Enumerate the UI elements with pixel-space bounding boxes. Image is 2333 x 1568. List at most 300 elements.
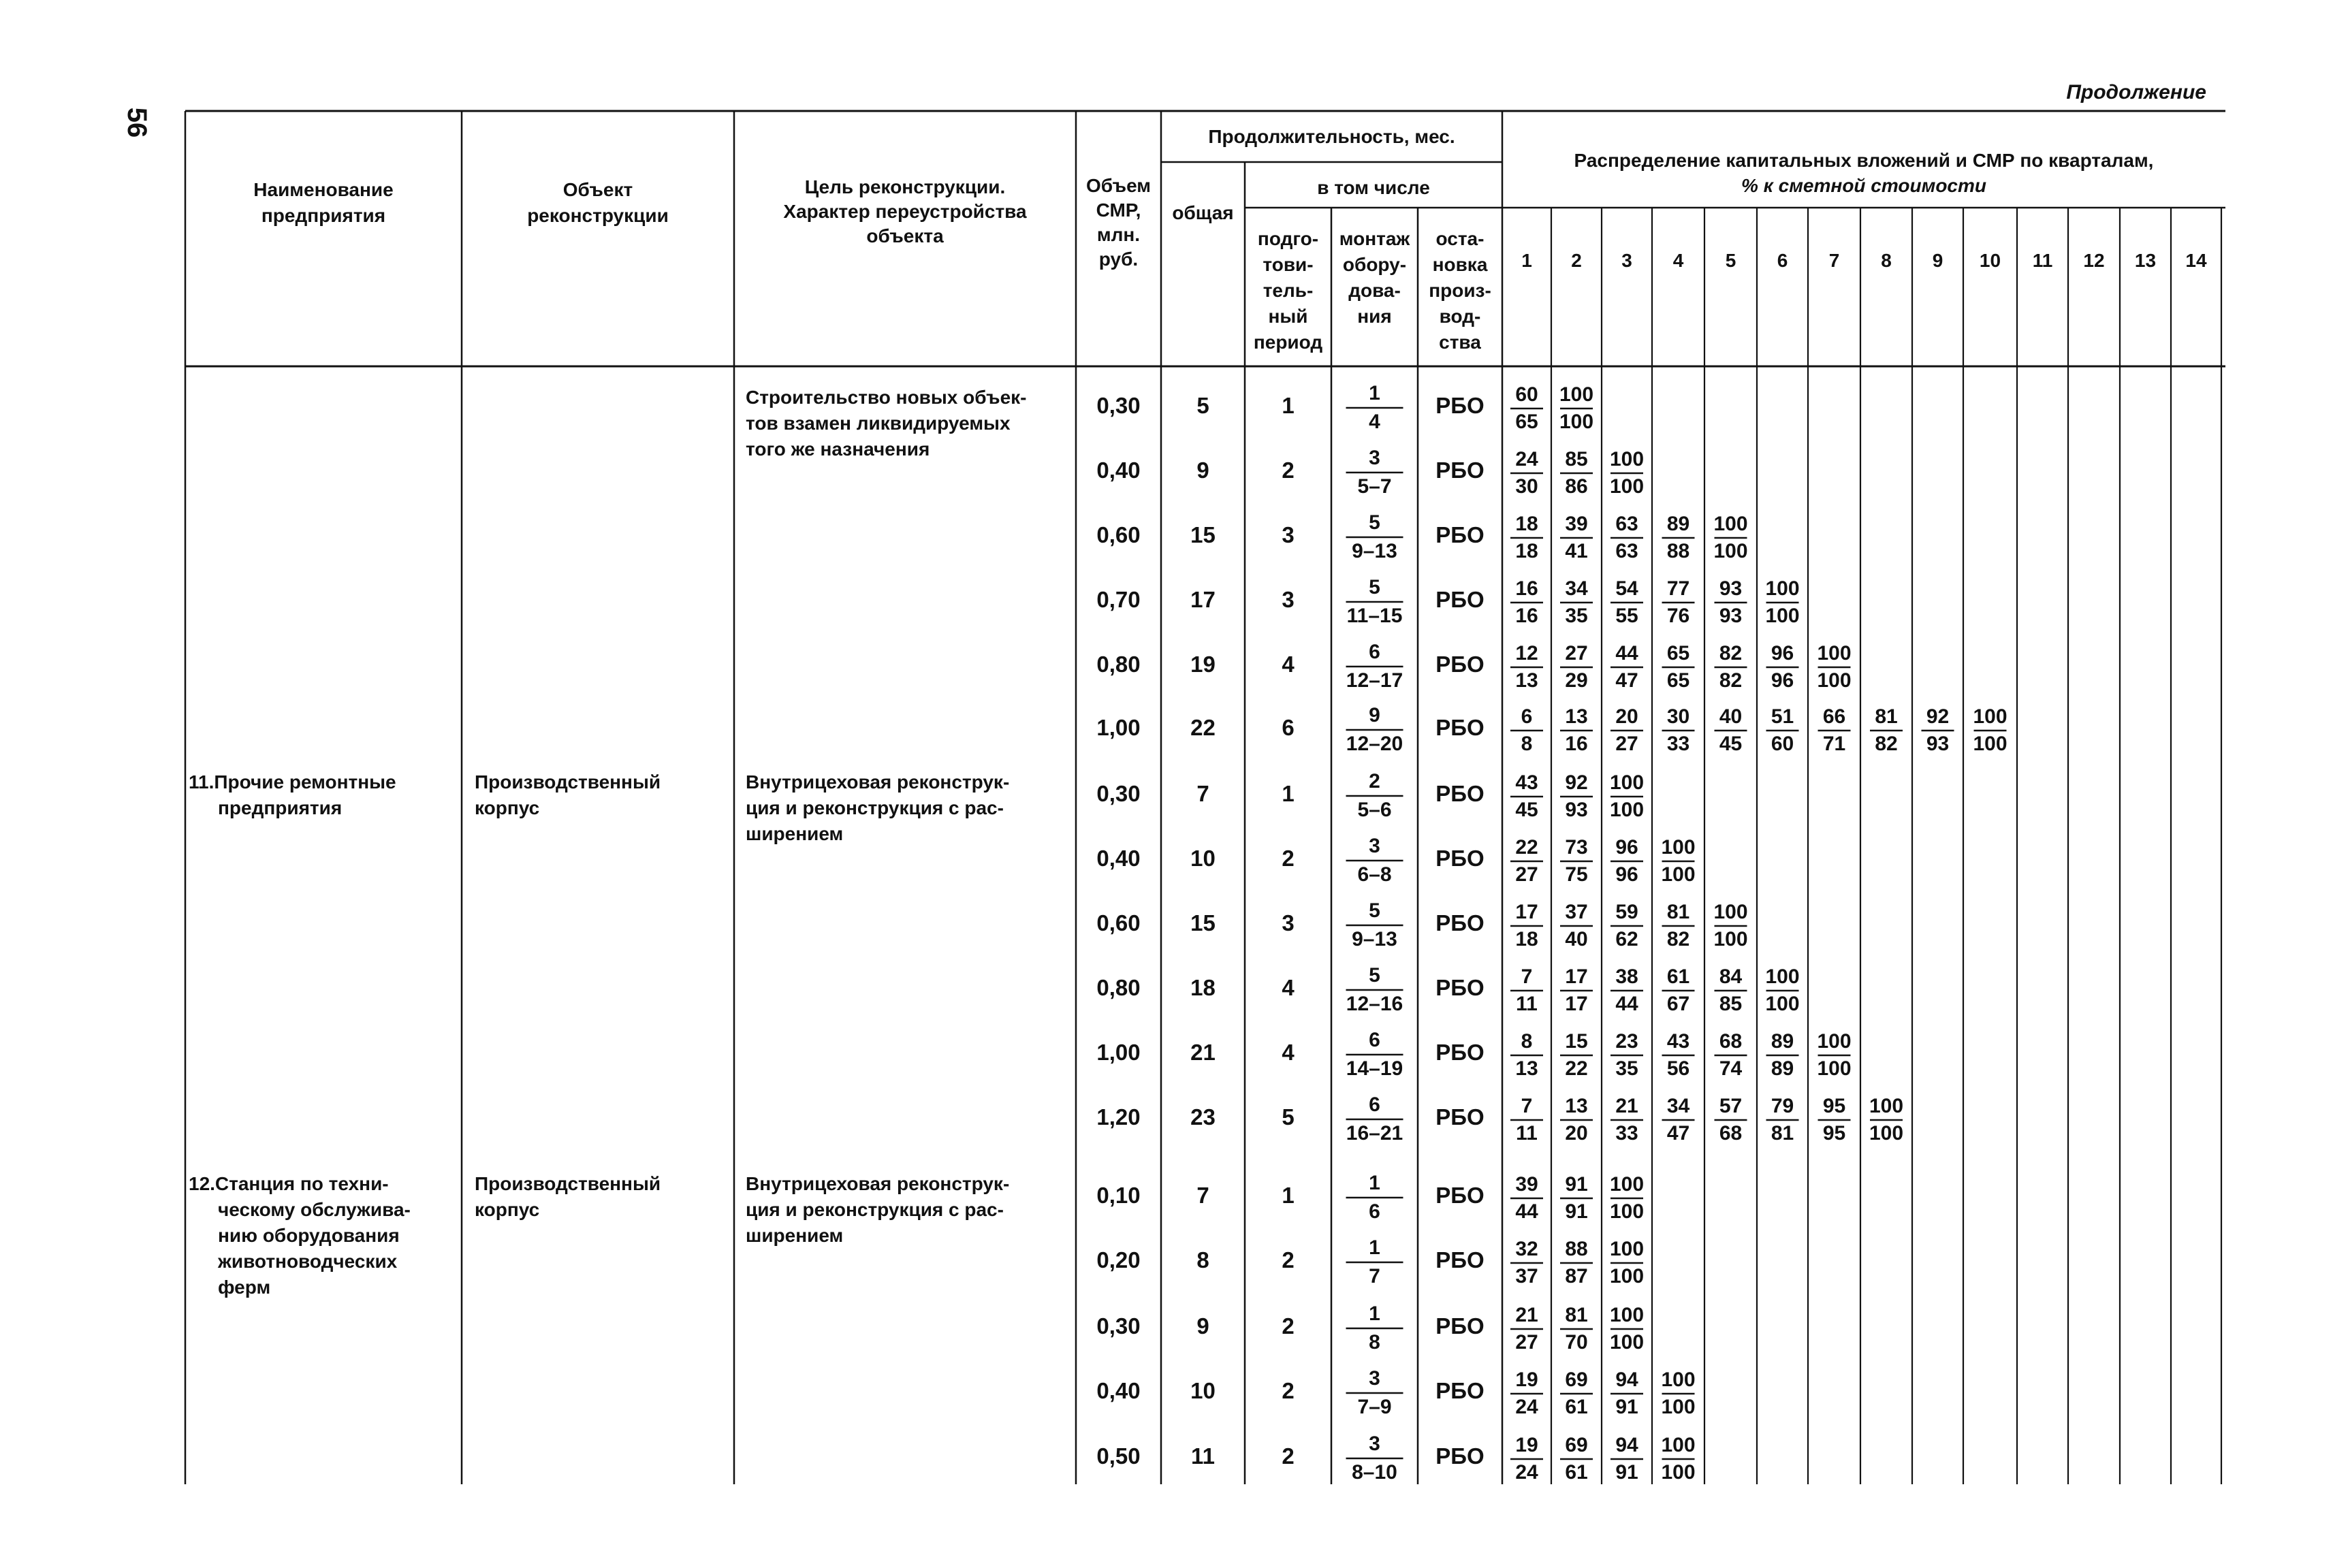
volume-value: 0,10 bbox=[1096, 1183, 1141, 1208]
dist-denominator: 18 bbox=[1515, 540, 1538, 562]
dist-numerator: 21 bbox=[1515, 1304, 1538, 1326]
purpose-text: Внутрицеховая реконструк- bbox=[746, 1173, 1010, 1194]
dist-numerator: 17 bbox=[1515, 901, 1538, 923]
dist-denominator: 100 bbox=[1765, 993, 1800, 1015]
volume-value: 0,30 bbox=[1096, 393, 1141, 418]
header-name: предприятия bbox=[261, 205, 386, 226]
header-total: общая bbox=[1172, 202, 1234, 223]
dist-numerator: 39 bbox=[1565, 513, 1588, 535]
dist-numerator: 93 bbox=[1719, 577, 1743, 600]
production-stop: РБО bbox=[1435, 587, 1485, 612]
mount-denominator: 5–6 bbox=[1357, 799, 1392, 821]
dist-denominator: 55 bbox=[1615, 605, 1638, 627]
dist-numerator: 13 bbox=[1565, 1095, 1588, 1117]
dist-denominator: 100 bbox=[1609, 475, 1645, 498]
total-duration: 8 bbox=[1196, 1247, 1209, 1273]
mount-numerator: 5 bbox=[1369, 511, 1380, 534]
dist-numerator: 85 bbox=[1565, 448, 1588, 470]
mount-denominator: 12–17 bbox=[1346, 669, 1403, 692]
dist-numerator: 94 bbox=[1615, 1369, 1638, 1391]
purpose-text: Строительство новых объек- bbox=[746, 387, 1027, 408]
dist-numerator: 92 bbox=[1926, 705, 1950, 728]
dist-numerator: 23 bbox=[1615, 1030, 1638, 1053]
dist-denominator: 96 bbox=[1615, 863, 1638, 886]
header-volume: руб. bbox=[1098, 249, 1139, 270]
dist-denominator: 93 bbox=[1565, 799, 1588, 821]
dist-denominator: 82 bbox=[1875, 733, 1898, 755]
dist-denominator: 60 bbox=[1771, 733, 1794, 755]
dist-denominator: 11 bbox=[1516, 1122, 1538, 1145]
dist-denominator: 89 bbox=[1771, 1057, 1794, 1080]
prep-period: 2 bbox=[1282, 1378, 1295, 1403]
dist-numerator: 24 bbox=[1515, 448, 1538, 470]
volume-value: 0,70 bbox=[1096, 587, 1141, 612]
dist-denominator: 47 bbox=[1615, 669, 1638, 692]
production-stop: РБО bbox=[1435, 1313, 1485, 1339]
production-stop: РБО bbox=[1435, 1183, 1485, 1208]
volume-value: 0,80 bbox=[1096, 975, 1141, 1000]
dist-numerator: 100 bbox=[1817, 642, 1852, 665]
continuation-label: Продолжение bbox=[2066, 81, 2206, 103]
dist-numerator: 100 bbox=[1869, 1095, 1904, 1117]
total-duration: 5 bbox=[1196, 393, 1209, 418]
header-stop: ства bbox=[1439, 332, 1481, 353]
header-prep: ный bbox=[1268, 306, 1308, 327]
dist-numerator: 7 bbox=[1521, 1095, 1533, 1117]
dist-numerator: 100 bbox=[1713, 513, 1748, 535]
dist-numerator: 43 bbox=[1666, 1030, 1690, 1053]
total-duration: 15 bbox=[1190, 522, 1216, 547]
dist-numerator: 82 bbox=[1719, 642, 1743, 665]
dist-numerator: 15 bbox=[1565, 1030, 1588, 1053]
dist-denominator: 100 bbox=[1661, 863, 1696, 886]
header-purpose: Характер переустройства bbox=[783, 201, 1027, 222]
production-stop: РБО bbox=[1435, 1040, 1485, 1065]
total-duration: 7 bbox=[1196, 781, 1209, 806]
dist-numerator: 92 bbox=[1565, 771, 1588, 794]
dist-denominator: 87 bbox=[1565, 1265, 1588, 1287]
enterprise-name: 12.Станция по техни- bbox=[189, 1173, 389, 1194]
dist-numerator: 34 bbox=[1666, 1095, 1690, 1117]
header-volume: млн. bbox=[1096, 224, 1141, 245]
dist-denominator: 91 bbox=[1615, 1396, 1638, 1418]
dist-numerator: 100 bbox=[1609, 1238, 1645, 1260]
mount-denominator: 16–21 bbox=[1346, 1122, 1403, 1145]
total-duration: 11 bbox=[1191, 1443, 1215, 1469]
mount-denominator: 9–13 bbox=[1352, 928, 1397, 950]
quarter-header: 14 bbox=[2185, 250, 2207, 271]
total-duration: 9 bbox=[1196, 1313, 1209, 1339]
dist-numerator: 19 bbox=[1515, 1434, 1538, 1456]
header-including: в том числе bbox=[1317, 177, 1430, 198]
header-prep: период bbox=[1253, 332, 1323, 353]
volume-value: 0,40 bbox=[1096, 846, 1141, 871]
volume-value: 0,30 bbox=[1096, 1313, 1141, 1339]
dist-denominator: 100 bbox=[1713, 928, 1748, 950]
dist-numerator: 38 bbox=[1615, 965, 1638, 988]
mount-denominator: 6 bbox=[1369, 1200, 1380, 1223]
dist-numerator: 43 bbox=[1515, 771, 1538, 794]
dist-denominator: 45 bbox=[1719, 733, 1743, 755]
dist-denominator: 27 bbox=[1615, 733, 1638, 755]
dist-denominator: 40 bbox=[1565, 928, 1588, 950]
dist-denominator: 100 bbox=[1817, 1057, 1852, 1080]
mount-denominator: 12–16 bbox=[1346, 993, 1403, 1015]
mount-denominator: 5–7 bbox=[1357, 475, 1392, 498]
quarter-header: 12 bbox=[2083, 250, 2105, 271]
mount-numerator: 5 bbox=[1369, 576, 1380, 598]
prep-period: 4 bbox=[1282, 652, 1295, 677]
dist-numerator: 37 bbox=[1565, 901, 1588, 923]
object-name: корпус bbox=[475, 797, 540, 818]
mount-numerator: 1 bbox=[1369, 1172, 1380, 1194]
dist-numerator: 21 bbox=[1615, 1095, 1638, 1117]
dist-denominator: 100 bbox=[1609, 799, 1645, 821]
dist-numerator: 96 bbox=[1771, 642, 1794, 665]
page-number: 56 bbox=[122, 107, 152, 138]
production-stop: РБО bbox=[1435, 715, 1485, 740]
header-mount: дова- bbox=[1348, 280, 1401, 301]
dist-numerator: 100 bbox=[1973, 705, 2007, 728]
dist-numerator: 89 bbox=[1771, 1030, 1794, 1053]
dist-numerator: 84 bbox=[1719, 965, 1743, 988]
dist-denominator: 18 bbox=[1515, 928, 1538, 950]
dist-denominator: 68 bbox=[1719, 1122, 1743, 1145]
prep-period: 5 bbox=[1282, 1104, 1295, 1130]
purpose-text: того же назначения bbox=[746, 438, 930, 460]
mount-denominator: 9–13 bbox=[1352, 540, 1397, 562]
header-prep: тель- bbox=[1263, 280, 1314, 301]
total-duration: 21 bbox=[1190, 1040, 1216, 1065]
total-duration: 10 bbox=[1190, 1378, 1216, 1403]
dist-numerator: 27 bbox=[1565, 642, 1588, 665]
dist-denominator: 61 bbox=[1565, 1461, 1588, 1484]
header-object: реконструкции bbox=[527, 205, 669, 226]
dist-numerator: 100 bbox=[1661, 1369, 1696, 1391]
dist-denominator: 27 bbox=[1515, 1331, 1538, 1354]
volume-value: 0,40 bbox=[1096, 458, 1141, 483]
volume-value: 0,80 bbox=[1096, 652, 1141, 677]
dist-numerator: 81 bbox=[1565, 1304, 1588, 1326]
dist-numerator: 17 bbox=[1565, 965, 1588, 988]
total-duration: 15 bbox=[1190, 910, 1216, 935]
dist-numerator: 81 bbox=[1875, 705, 1898, 728]
dist-denominator: 13 bbox=[1515, 669, 1538, 692]
dist-denominator: 17 bbox=[1565, 993, 1588, 1015]
dist-denominator: 91 bbox=[1615, 1461, 1638, 1484]
dist-numerator: 100 bbox=[1609, 448, 1645, 470]
volume-value: 0,30 bbox=[1096, 781, 1141, 806]
total-duration: 9 bbox=[1196, 458, 1209, 483]
dist-numerator: 13 bbox=[1565, 705, 1588, 728]
dist-numerator: 100 bbox=[1609, 1304, 1645, 1326]
prep-period: 4 bbox=[1282, 975, 1295, 1000]
dist-denominator: 16 bbox=[1565, 733, 1588, 755]
dist-denominator: 35 bbox=[1615, 1057, 1638, 1080]
header-duration: Продолжительность, мес. bbox=[1208, 126, 1455, 147]
dist-denominator: 81 bbox=[1771, 1122, 1794, 1145]
dist-numerator: 66 bbox=[1822, 705, 1846, 728]
header-mount: обору- bbox=[1342, 254, 1407, 275]
dist-denominator: 29 bbox=[1565, 669, 1588, 692]
dist-denominator: 88 bbox=[1666, 540, 1690, 562]
volume-value: 0,20 bbox=[1096, 1247, 1141, 1273]
dist-numerator: 44 bbox=[1615, 642, 1638, 665]
dist-numerator: 51 bbox=[1771, 705, 1794, 728]
dist-numerator: 100 bbox=[1661, 836, 1696, 859]
dist-numerator: 6 bbox=[1521, 705, 1533, 728]
prep-period: 2 bbox=[1282, 1247, 1295, 1273]
dist-denominator: 8 bbox=[1521, 733, 1533, 755]
mount-numerator: 6 bbox=[1369, 1029, 1380, 1051]
dist-denominator: 33 bbox=[1666, 733, 1690, 755]
volume-value: 0,60 bbox=[1096, 910, 1141, 935]
mount-numerator: 3 bbox=[1369, 1367, 1380, 1390]
object-name: Производственный bbox=[475, 771, 661, 793]
dist-denominator: 65 bbox=[1666, 669, 1690, 692]
dist-denominator: 100 bbox=[1973, 733, 2007, 755]
prep-period: 2 bbox=[1282, 1313, 1295, 1339]
purpose-text: ширением bbox=[746, 1225, 844, 1246]
header-prep: тови- bbox=[1263, 254, 1314, 275]
dist-numerator: 59 bbox=[1615, 901, 1638, 923]
quarter-header: 2 bbox=[1571, 250, 1582, 271]
quarter-header: 13 bbox=[2134, 250, 2157, 271]
volume-value: 1,00 bbox=[1096, 1040, 1141, 1065]
mount-numerator: 2 bbox=[1369, 770, 1380, 793]
dist-denominator: 13 bbox=[1515, 1057, 1538, 1080]
header-name: Наименование bbox=[253, 179, 394, 200]
dist-denominator: 47 bbox=[1666, 1122, 1690, 1145]
mount-numerator: 9 bbox=[1369, 704, 1380, 726]
quarter-header: 6 bbox=[1777, 250, 1788, 271]
mount-numerator: 1 bbox=[1369, 1236, 1380, 1259]
dist-numerator: 96 bbox=[1615, 836, 1638, 859]
prep-period: 2 bbox=[1282, 458, 1295, 483]
dist-denominator: 82 bbox=[1719, 669, 1743, 692]
dist-denominator: 67 bbox=[1666, 993, 1690, 1015]
dist-numerator: 54 bbox=[1615, 577, 1638, 600]
dist-denominator: 100 bbox=[1661, 1396, 1696, 1418]
dist-numerator: 77 bbox=[1666, 577, 1690, 600]
dist-numerator: 60 bbox=[1515, 383, 1538, 406]
purpose-text: ция и реконструкция с рас- bbox=[746, 1199, 1004, 1220]
mount-denominator: 8–10 bbox=[1352, 1461, 1397, 1484]
dist-denominator: 24 bbox=[1515, 1396, 1538, 1418]
header-object: Объект bbox=[562, 179, 633, 200]
dist-numerator: 61 bbox=[1666, 965, 1690, 988]
dist-numerator: 57 bbox=[1719, 1095, 1743, 1117]
dist-numerator: 100 bbox=[1765, 577, 1800, 600]
header-volume: Объем bbox=[1085, 175, 1152, 196]
mount-numerator: 1 bbox=[1369, 382, 1380, 404]
dist-denominator: 27 bbox=[1515, 863, 1538, 886]
dist-denominator: 91 bbox=[1565, 1200, 1588, 1223]
mount-numerator: 6 bbox=[1369, 1093, 1380, 1116]
dist-numerator: 16 bbox=[1515, 577, 1538, 600]
dist-denominator: 100 bbox=[1817, 669, 1852, 692]
dist-denominator: 71 bbox=[1822, 733, 1846, 755]
dist-numerator: 30 bbox=[1666, 705, 1690, 728]
dist-denominator: 86 bbox=[1565, 475, 1588, 498]
quarter-header: 7 bbox=[1828, 250, 1840, 271]
enterprise-name: 11.Прочие ремонтные bbox=[189, 771, 396, 793]
dist-denominator: 74 bbox=[1719, 1057, 1743, 1080]
mount-denominator: 11–15 bbox=[1346, 605, 1403, 627]
dist-denominator: 100 bbox=[1609, 1265, 1645, 1287]
dist-denominator: 95 bbox=[1822, 1122, 1846, 1145]
volume-value: 0,60 bbox=[1096, 522, 1141, 547]
dist-denominator: 100 bbox=[1661, 1461, 1696, 1484]
header-stop: произ- bbox=[1429, 280, 1491, 301]
dist-numerator: 69 bbox=[1565, 1369, 1588, 1391]
dist-denominator: 62 bbox=[1615, 928, 1638, 950]
dist-numerator: 63 bbox=[1615, 513, 1638, 535]
total-duration: 23 bbox=[1190, 1104, 1216, 1130]
dist-numerator: 88 bbox=[1565, 1238, 1588, 1260]
mount-denominator: 7 bbox=[1369, 1265, 1380, 1287]
production-stop: РБО bbox=[1435, 652, 1485, 677]
header-distribution: Распределение капитальных вложений и СМР по кварталам, bbox=[1574, 150, 2154, 171]
dist-numerator: 81 bbox=[1666, 901, 1690, 923]
header-volume: СМР, bbox=[1096, 199, 1141, 221]
mount-denominator: 4 bbox=[1369, 411, 1380, 433]
dist-denominator: 96 bbox=[1771, 669, 1794, 692]
dist-numerator: 8 bbox=[1521, 1030, 1533, 1053]
production-stop: РБО bbox=[1435, 458, 1485, 483]
quarter-header: 10 bbox=[1979, 250, 2001, 271]
dist-denominator: 63 bbox=[1615, 540, 1638, 562]
dist-denominator: 93 bbox=[1719, 605, 1743, 627]
volume-value: 1,00 bbox=[1096, 715, 1141, 740]
prep-period: 6 bbox=[1282, 715, 1295, 740]
dist-numerator: 89 bbox=[1666, 513, 1690, 535]
total-duration: 7 bbox=[1196, 1183, 1209, 1208]
dist-numerator: 100 bbox=[1609, 771, 1645, 794]
production-stop: РБО bbox=[1435, 393, 1485, 418]
dist-denominator: 100 bbox=[1609, 1331, 1645, 1354]
dist-numerator: 79 bbox=[1771, 1095, 1794, 1117]
enterprise-name: ческому обслужива- bbox=[218, 1199, 411, 1220]
dist-denominator: 45 bbox=[1515, 799, 1538, 821]
dist-numerator: 32 bbox=[1515, 1238, 1538, 1260]
dist-denominator: 100 bbox=[1559, 411, 1594, 433]
dist-numerator: 12 bbox=[1515, 642, 1538, 665]
header-mount: монтаж bbox=[1339, 228, 1410, 249]
dist-numerator: 100 bbox=[1609, 1173, 1645, 1196]
production-stop: РБО bbox=[1435, 910, 1485, 935]
enterprise-name: нию оборудования bbox=[218, 1225, 400, 1246]
dist-denominator: 11 bbox=[1516, 993, 1538, 1015]
purpose-text: тов взамен ликвидируемых bbox=[746, 413, 1011, 434]
dist-denominator: 30 bbox=[1515, 475, 1538, 498]
dist-numerator: 39 bbox=[1515, 1173, 1538, 1196]
volume-value: 1,20 bbox=[1096, 1104, 1141, 1130]
dist-denominator: 100 bbox=[1713, 540, 1748, 562]
header-prep: подго- bbox=[1257, 228, 1319, 249]
object-name: корпус bbox=[475, 1199, 540, 1220]
dist-denominator: 20 bbox=[1565, 1122, 1588, 1145]
header-stop: новка bbox=[1432, 254, 1488, 275]
prep-period: 4 bbox=[1282, 1040, 1295, 1065]
object-name: Производственный bbox=[475, 1173, 661, 1194]
dist-denominator: 56 bbox=[1666, 1057, 1690, 1080]
dist-denominator: 75 bbox=[1565, 863, 1588, 886]
quarter-header: 9 bbox=[1932, 250, 1943, 271]
mount-numerator: 3 bbox=[1369, 447, 1380, 469]
dist-numerator: 100 bbox=[1817, 1030, 1852, 1053]
dist-numerator: 34 bbox=[1565, 577, 1588, 600]
enterprise-name: ферм bbox=[218, 1277, 271, 1298]
dist-denominator: 44 bbox=[1515, 1200, 1538, 1223]
dist-numerator: 100 bbox=[1765, 965, 1800, 988]
volume-value: 0,40 bbox=[1096, 1378, 1141, 1403]
dist-denominator: 16 bbox=[1515, 605, 1538, 627]
dist-denominator: 100 bbox=[1609, 1200, 1645, 1223]
prep-period: 1 bbox=[1282, 393, 1295, 418]
total-duration: 22 bbox=[1190, 715, 1216, 740]
production-stop: РБО bbox=[1435, 1378, 1485, 1403]
quarter-header: 3 bbox=[1621, 250, 1632, 271]
header-stop: оста- bbox=[1435, 228, 1485, 249]
prep-period: 1 bbox=[1282, 781, 1295, 806]
mount-numerator: 3 bbox=[1369, 835, 1380, 857]
production-stop: РБО bbox=[1435, 781, 1485, 806]
mount-denominator: 12–20 bbox=[1346, 733, 1403, 755]
total-duration: 18 bbox=[1190, 975, 1216, 1000]
production-stop: РБО bbox=[1435, 1443, 1485, 1469]
dist-denominator: 82 bbox=[1666, 928, 1690, 950]
mount-numerator: 1 bbox=[1369, 1302, 1380, 1325]
mount-numerator: 5 bbox=[1369, 899, 1380, 922]
prep-period: 3 bbox=[1282, 587, 1295, 612]
dist-denominator: 100 bbox=[1869, 1122, 1904, 1145]
mount-numerator: 3 bbox=[1369, 1433, 1380, 1455]
dist-denominator: 61 bbox=[1565, 1396, 1588, 1418]
dist-numerator: 94 bbox=[1615, 1434, 1638, 1456]
production-stop: РБО bbox=[1435, 975, 1485, 1000]
dist-numerator: 100 bbox=[1661, 1434, 1696, 1456]
dist-numerator: 20 bbox=[1615, 705, 1638, 728]
dist-denominator: 100 bbox=[1765, 605, 1800, 627]
total-duration: 17 bbox=[1190, 587, 1216, 612]
header-mount: ния bbox=[1357, 306, 1392, 327]
mount-numerator: 5 bbox=[1369, 964, 1380, 987]
mount-numerator: 6 bbox=[1369, 641, 1380, 663]
production-stop: РБО bbox=[1435, 1104, 1485, 1130]
header-distribution: % к сметной стоимости bbox=[1741, 175, 1986, 196]
dist-denominator: 85 bbox=[1719, 993, 1743, 1015]
header-purpose: Цель реконструкции. bbox=[804, 176, 1006, 197]
dist-denominator: 24 bbox=[1515, 1461, 1538, 1484]
production-stop: РБО bbox=[1435, 846, 1485, 871]
purpose-text: ширением bbox=[746, 823, 844, 844]
enterprise-name: предприятия bbox=[218, 797, 343, 818]
dist-numerator: 100 bbox=[1713, 901, 1748, 923]
production-stop: РБО bbox=[1435, 522, 1485, 547]
purpose-text: ция и реконструкция с рас- bbox=[746, 797, 1004, 818]
total-duration: 19 bbox=[1190, 652, 1216, 677]
dist-denominator: 35 bbox=[1565, 605, 1588, 627]
dist-numerator: 69 bbox=[1565, 1434, 1588, 1456]
mount-denominator: 7–9 bbox=[1357, 1396, 1392, 1418]
production-stop: РБО bbox=[1435, 1247, 1485, 1273]
dist-numerator: 19 bbox=[1515, 1369, 1538, 1391]
header-stop: вод- bbox=[1439, 306, 1481, 327]
dist-denominator: 41 bbox=[1565, 540, 1588, 562]
dist-numerator: 73 bbox=[1565, 836, 1588, 859]
dist-numerator: 95 bbox=[1822, 1095, 1846, 1117]
